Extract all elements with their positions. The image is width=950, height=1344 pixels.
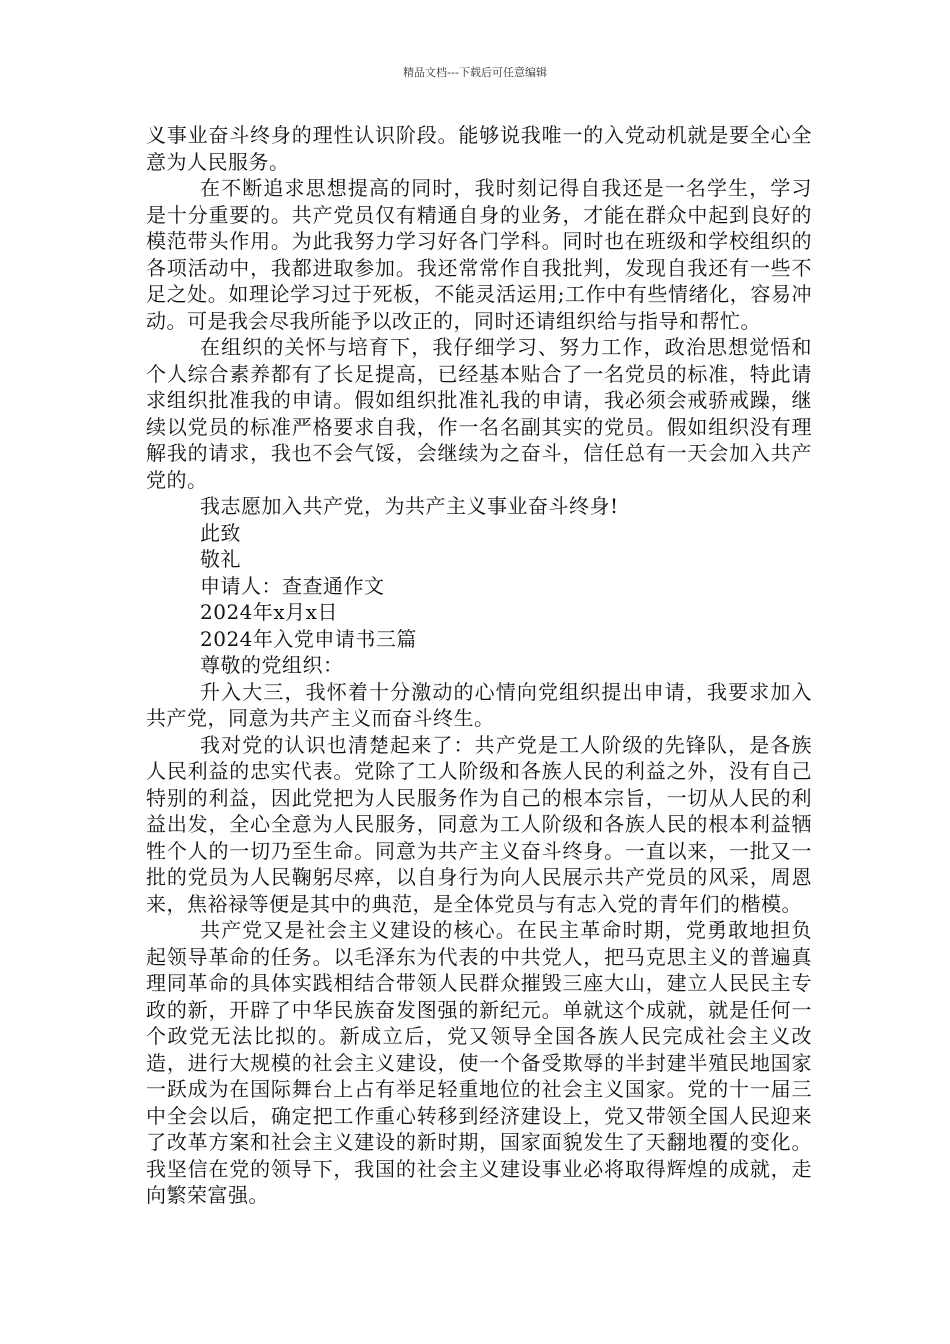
pledge-line: 我志愿加入共产党，为共产主义事业奋斗终身!: [200, 494, 619, 518]
greeting: 尊敬的党组织：: [200, 653, 344, 677]
page-header: 精品文档---下载后可任意编辑: [403, 66, 547, 79]
closing-salutation: 此致: [200, 520, 241, 545]
paragraph: 升入大三，我怀着十分激动的心情向党组织提出申请，我要求加入共产党，同意为共产主义而奋斗终生。: [146, 679, 812, 730]
paragraph: 在不断追求思想提高的同时，我时刻记得自我还是一名学生，学习是十分重要的。共产党员仅有精通自身的业务，才能在群众中起到良好的模范带头作用。为此我努力学习好各门学科。同时也在班级和学校组织的各项活动中，我都进取参加。我还常常作自我批判，发现自我还有一些不足之处。如理论学习过于死板，不能灵活运用;工作中有些情绪化，容易冲动。可是我会尽我所能予以改正的，同时还请组织给与指导和帮忙。: [146, 176, 812, 333]
section-title: 2024年入党申请书三篇: [200, 626, 417, 651]
closing-regards: 敬礼: [200, 547, 241, 571]
document-body: [146, 122, 812, 1209]
paragraph: 我对党的认识也清楚起来了：共产党是工人阶级的先锋队，是各族人民利益的忠实代表。党除了工人阶级和各族人民的利益之外，没有自己特别的利益，因此党把为人民服务作为自己的根本宗旨，一切从人民的利益出发，全心全意为人民服务，同意为工人阶级和各族人民的根本利益牺牲个人的一切乃至生命。同意为共产主义奋斗终身。一直以来，一批又一批的党员为人民鞠躬尽瘁，以自身行为向人民展示共产党员的风采，周恩来，焦裕禄等便是其中的典范，是全体党员与有志入党的青年们的楷模。: [146, 732, 812, 916]
paragraph: 在组织的关怀与培育下，我仔细学习、努力工作，政治思想觉悟和个人综合素养都有了长足提高，已经基本贴合了一名党员的标准，特此请求组织批准我的申请。假如组织批准礼我的申请，我必须会戒骄戒躁，继续以党员的标准严格要求自我，作一名名副其实的党员。假如组织没有理解我的请求，我也不会气馁，会继续为之奋斗，信任总有一天会加入共产党的。: [146, 335, 812, 492]
paragraph: 义事业奋斗终身的理性认识阶段。能够说我唯一的入党动机就是要全心全意为人民服务。: [146, 123, 812, 174]
paragraph: 共产党又是社会主义建设的核心。在民主革命时期，党勇敢地担负起领导革命的任务。以毛泽东为代表的中共党人，把马克思主义的普遍真理同革命的具体实践相结合带领人民群众摧毁三座大山，建立人民民主专政的新，开辟了中华民族奋发图强的新纪元。单就这个成就，就是任何一个政党无法比拟的。新成立后，党又领导全国各族人民完成社会主义改造，进行大规模的社会主义建设，使一个备受欺辱的半封建半殖民地国家一跃成为在国际舞台上占有举足轻重地位的社会主义国家。党的十一届三中全会以后，确定把工作重心转移到经济建设上，党又带领全国人民迎来了改革方案和社会主义建设的新时期，国家面貌发生了天翻地覆的变化。我坚信在党的领导下，我国的社会主义建设事业必将取得辉煌的成就，走向繁荣富强。: [146, 918, 812, 1207]
applicant-signature: 申请人：查查通作文: [200, 573, 385, 598]
date-line: 2024年x月x日: [200, 600, 338, 624]
